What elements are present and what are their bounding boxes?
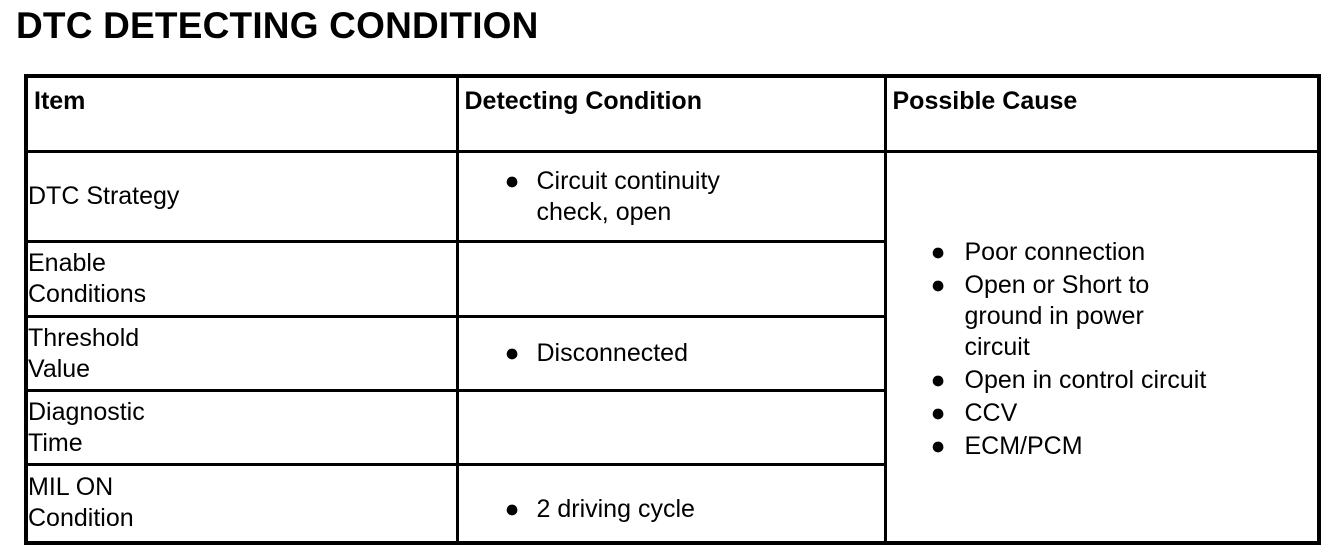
column-header-detecting-condition: Detecting Condition [457,76,885,152]
condition-cell-mil-on-condition [457,465,885,543]
bullet-dot-icon: ● [930,399,946,427]
bullet-dot-icon: ● [504,494,520,523]
item-cell-dtc-strategy: DTC Strategy [26,152,457,242]
condition-cell-threshold-value [457,317,885,391]
possible-cause-list [887,237,1318,462]
item-cell-threshold-value [26,317,457,391]
table-header-row [26,76,1319,152]
condition-list [459,338,884,369]
bullet-dot-icon: ● [930,271,946,299]
possible-cause-text: Poor connection [964,238,1146,266]
bullet-dot-icon: ● [504,166,520,195]
condition-list [459,166,884,228]
condition-text: Disconnected [536,339,688,367]
item-text: Diagnostic Time [28,397,145,457]
possible-cause-item [887,270,1185,363]
item-cell-enable-conditions [26,242,457,317]
condition-text: 2 driving cycle [536,494,695,523]
condition-list [459,494,884,525]
condition-cell-diagnostic-time [457,391,885,465]
possible-cause-text: CCV [964,399,1018,427]
possible-cause-cell [885,152,1319,543]
item-text: Enable Conditions [28,249,147,308]
column-header-item: Item [26,76,457,152]
condition-item [459,338,884,369]
item-text: MIL ON Condition [28,473,134,533]
item-text: Threshold Value [28,323,140,383]
bullet-dot-icon: ● [930,432,946,460]
condition-item [459,494,884,525]
condition-text: Circuit continuity check, open [536,166,720,226]
bullet-dot-icon: ● [930,366,946,394]
item-cell-diagnostic-time [26,391,457,465]
page-title: DTC DETECTING CONDITION [16,5,539,46]
possible-cause-item [887,365,1318,396]
dtc-detecting-condition-table [24,74,1321,545]
possible-cause-text: ECM/PCM [964,432,1083,460]
bullet-dot-icon: ● [504,339,520,367]
possible-cause-text: Open in control circuit [964,366,1207,394]
column-header-possible-cause: Possible Cause [885,76,1319,152]
possible-cause-item [887,237,1318,268]
table-row [26,152,1319,242]
condition-item [459,166,767,228]
possible-cause-text: Open or Short to ground in power circuit [964,271,1150,361]
possible-cause-item [887,398,1318,429]
possible-cause-item [887,431,1318,462]
item-cell-mil-on-condition [26,465,457,543]
bullet-dot-icon: ● [930,238,946,266]
condition-cell-dtc-strategy [457,152,885,242]
condition-cell-enable-conditions [457,242,885,317]
